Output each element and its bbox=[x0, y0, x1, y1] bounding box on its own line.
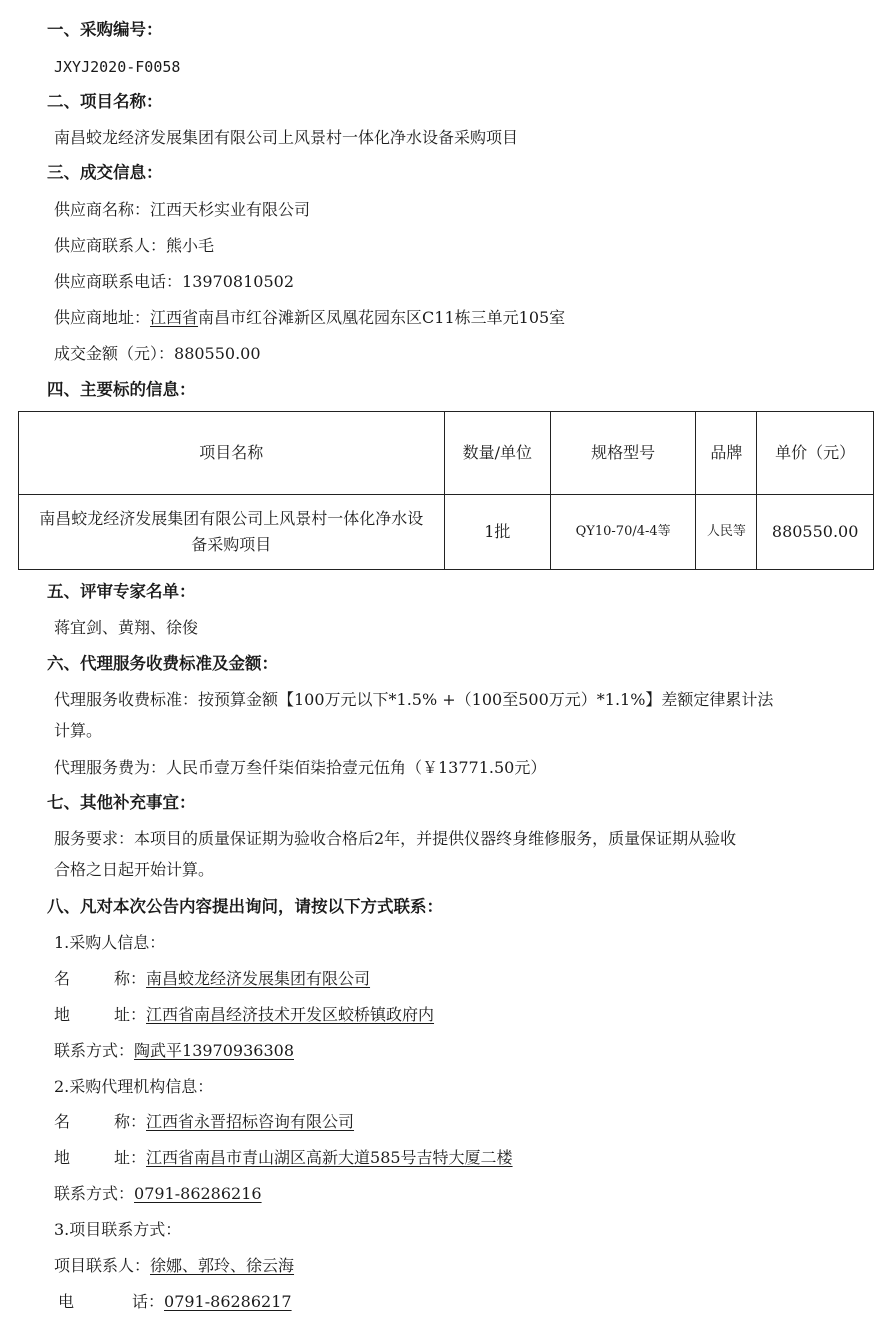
cell-project-name: 南昌蛟龙经济发展集团有限公司上风景村一体化净水设备采购项目 bbox=[19, 495, 445, 570]
deal-amount-line bbox=[54, 343, 261, 365]
deal-amount: 880550.00 bbox=[174, 344, 261, 363]
cell-brand: 人民等 bbox=[696, 495, 757, 570]
agency-contact-line bbox=[54, 1183, 262, 1205]
section4-heading: 四、主要标的信息： bbox=[47, 380, 196, 399]
agency-info-title: 2.采购代理机构信息： bbox=[54, 1077, 214, 1096]
project-people-line bbox=[54, 1255, 294, 1277]
service-requirement-line2: 合格之日起开始计算。 bbox=[54, 860, 215, 879]
agency-fee: 代理服务费为：人民币壹万叁仟柒佰柒拾壹元伍角（￥13771.50元） bbox=[54, 758, 547, 777]
purchaser-name-link[interactable]: 南昌蛟龙经济发展集团有限公司 bbox=[146, 969, 371, 988]
section1-heading: 一、采购编号： bbox=[47, 20, 163, 39]
procurement-number: JXYJ2020-F0058 bbox=[54, 58, 181, 76]
agency-address-line bbox=[54, 1147, 513, 1169]
agency-contact-link[interactable]: 0791-86286216 bbox=[134, 1184, 262, 1203]
purchaser-name-line bbox=[54, 968, 370, 990]
experts-list: 蒋宜剑、黄翔、徐俊 bbox=[54, 618, 199, 637]
supplier-address-label: 供应商地址： bbox=[54, 308, 151, 327]
supplier-contact-label: 供应商联系人： bbox=[54, 236, 167, 255]
supplier-contact: 熊小毛 bbox=[166, 236, 215, 255]
supplier-address-province-link[interactable]: 江西省 bbox=[150, 308, 199, 327]
cell-spec: QY10-70/4-4等 bbox=[550, 495, 695, 570]
table-row bbox=[19, 495, 874, 570]
fee-standard-line2: 计算。 bbox=[54, 721, 103, 740]
purchaser-contact-line bbox=[54, 1040, 294, 1062]
cell-unit-price: 880550.00 bbox=[757, 495, 874, 570]
header-project-name: 项目名称 bbox=[19, 412, 445, 495]
deal-amount-label: 成交金额（元）： bbox=[54, 344, 175, 363]
supplier-phone-label: 供应商联系电话： bbox=[54, 272, 183, 291]
supplier-phone-line bbox=[54, 271, 294, 293]
purchaser-contact-label: 联系方式： bbox=[54, 1041, 135, 1060]
supplier-address-line bbox=[54, 307, 565, 329]
section8-heading: 八、凡对本次公告内容提出询问，请按以下方式联系： bbox=[47, 897, 443, 916]
supplier-name: 江西天杉实业有限公司 bbox=[150, 200, 311, 219]
purchaser-name-label-a: 名 bbox=[54, 969, 71, 988]
supplier-contact-line bbox=[54, 235, 214, 257]
agency-name-label-b: 称： bbox=[114, 1112, 147, 1131]
header-brand: 品牌 bbox=[696, 412, 757, 495]
project-people-link[interactable]: 徐娜、郭玲、徐云海 bbox=[150, 1256, 295, 1275]
supplier-phone: 13970810502 bbox=[182, 272, 294, 291]
agency-contact-label: 联系方式： bbox=[54, 1184, 135, 1203]
table-header-row bbox=[19, 412, 874, 495]
purchaser-info-title: 1.采购人信息： bbox=[54, 933, 166, 952]
section6-heading: 六、代理服务收费标准及金额： bbox=[47, 654, 278, 673]
supplier-address-rest: 南昌市红谷滩新区凤凰花园东区C11栋三单元105室 bbox=[198, 308, 566, 327]
purchaser-address-link[interactable]: 江西省南昌经济技术开发区蛟桥镇政府内 bbox=[146, 1005, 435, 1024]
agency-addr-label-b: 址： bbox=[114, 1148, 147, 1167]
purchaser-name-label-b: 称： bbox=[114, 969, 147, 988]
header-spec: 规格型号 bbox=[550, 412, 695, 495]
project-phone-line bbox=[58, 1291, 292, 1313]
header-qty-unit: 数量/单位 bbox=[444, 412, 550, 495]
header-unit-price: 单价（元） bbox=[757, 412, 874, 495]
supplier-name-label: 供应商名称： bbox=[54, 200, 151, 219]
project-people-label: 项目联系人： bbox=[54, 1256, 151, 1275]
fee-standard-line1: 代理服务收费标准：按预算金额【100万元以下*1.5% +（100至500万元）*1.1%】差额定律累计法 bbox=[54, 690, 774, 709]
agency-name-link[interactable]: 江西省永晋招标咨询有限公司 bbox=[146, 1112, 355, 1131]
project-phone-label-b: 话： bbox=[132, 1292, 165, 1311]
project-phone-link[interactable]: 0791-86286217 bbox=[164, 1292, 292, 1311]
bid-info-table bbox=[18, 411, 874, 570]
section7-heading: 七、其他补充事宜： bbox=[47, 793, 196, 812]
section3-heading: 三、成交信息： bbox=[47, 163, 163, 182]
agency-name-line bbox=[54, 1111, 354, 1133]
agency-address-link[interactable]: 江西省南昌市青山湖区高新大道585号吉特大厦二楼 bbox=[146, 1148, 513, 1167]
project-name: 南昌蛟龙经济发展集团有限公司上风景村一体化净水设备采购项目 bbox=[54, 128, 519, 147]
agency-addr-label-a: 地 bbox=[54, 1148, 71, 1167]
purchaser-addr-label-b: 址： bbox=[114, 1005, 147, 1024]
project-phone-label-a: 电 bbox=[58, 1292, 75, 1311]
supplier-name-line bbox=[54, 199, 310, 221]
project-contact-title: 3.项目联系方式： bbox=[54, 1220, 182, 1239]
cell-qty: 1批 bbox=[444, 495, 550, 570]
purchaser-contact-link[interactable]: 陶武平13970936308 bbox=[134, 1041, 294, 1060]
purchaser-addr-label-a: 地 bbox=[54, 1005, 71, 1024]
section5-heading: 五、评审专家名单： bbox=[47, 582, 196, 601]
agency-name-label-a: 名 bbox=[54, 1112, 71, 1131]
service-requirement-line1: 服务要求：本项目的质量保证期为验收合格后2年，并提供仪器终身维修服务，质量保证期从验收 bbox=[54, 829, 737, 848]
purchaser-address-line bbox=[54, 1004, 434, 1026]
section2-heading: 二、项目名称： bbox=[47, 92, 163, 111]
